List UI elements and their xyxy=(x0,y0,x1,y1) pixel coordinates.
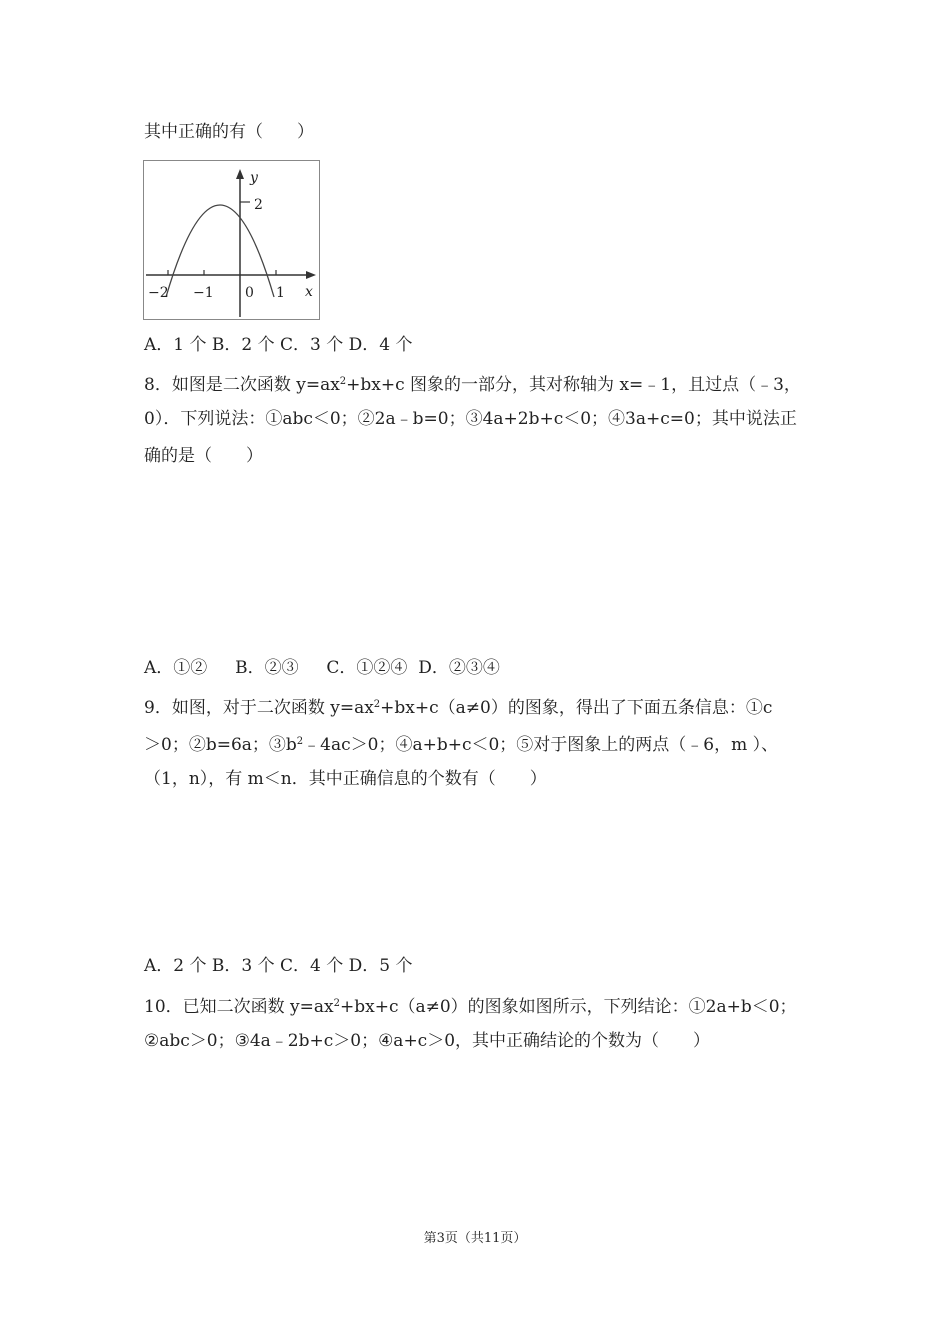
x-tick-label-1: 1 xyxy=(276,285,285,301)
q9-line-2 xyxy=(144,731,778,756)
q9-line-3: （1，n），有 m＜n．其中正确信息的个数有（ ） xyxy=(144,769,547,789)
q10-text: 10．已知二次函数 y=ax xyxy=(144,997,334,1017)
q8-exponent: 2 xyxy=(339,376,347,387)
parabola-figure xyxy=(143,160,320,320)
x-tick-label-m1: −1 xyxy=(193,285,214,301)
q8-text: 8．如图是二次函数 y=ax xyxy=(144,375,340,395)
q10-text: +bx+c（a≠0）的图象如图所示，下列结论：①2a+b＜0； xyxy=(339,997,797,1017)
q9-text: +bx+c（a≠0）的图象，得出了下面五条信息：①c xyxy=(380,698,773,718)
origin-label: 0 xyxy=(245,285,254,301)
q7-intro: 其中正确的有（ ） xyxy=(144,122,314,142)
q9-exponent: 2 xyxy=(296,736,304,747)
q9-exponent: 2 xyxy=(373,699,381,710)
x-tick-label-m2: −2 xyxy=(148,285,169,301)
parabola-graph xyxy=(144,161,319,319)
q7-options: A．1 个 B．2 个 C．3 个 D．4 个 xyxy=(144,335,413,355)
y-axis-arrow xyxy=(236,169,244,179)
q10-line-2: ②abc＞0；③4a﹣2b+c＞0；④a+c＞0，其中正确结论的个数为（ ） xyxy=(144,1031,711,1051)
q9-text: ﹣4ac＞0；④a+b+c＜0；⑤对于图象上的两点（﹣6，m ）、 xyxy=(303,735,779,755)
y-tick-label-2: 2 xyxy=(254,197,263,213)
q9-text: ＞0；②b=6a；③b xyxy=(144,735,297,755)
x-axis-arrow xyxy=(306,271,316,279)
page-footer: 第3页（共11页） xyxy=(423,1231,527,1246)
q9-options: A．2 个 B．3 个 C．4 个 D．5 个 xyxy=(144,956,413,976)
q8-text: +bx+c 图象的一部分，其对称轴为 x=﹣1，且过点（﹣3， xyxy=(346,375,801,395)
q9-text: 9．如图，对于二次函数 y=ax xyxy=(144,698,374,718)
q8-line-3: 确的是（ ） xyxy=(144,446,263,466)
q9-line-1 xyxy=(144,694,772,719)
q10-exponent: 2 xyxy=(333,998,340,1009)
q10-line-1 xyxy=(144,993,797,1018)
q8-options: A．①② B．②③ C．①②④ D．②③④ xyxy=(144,658,500,678)
parabola-curve xyxy=(166,205,274,297)
q8-line-2: 0）．下列说法：①abc＜0；②2a﹣b=0；③4a+2b+c＜0；④3a+c=0；其中说法正 xyxy=(144,409,797,429)
q8-line-1 xyxy=(144,371,801,396)
x-axis-label: x xyxy=(305,284,313,300)
y-axis-label: y xyxy=(250,170,258,186)
